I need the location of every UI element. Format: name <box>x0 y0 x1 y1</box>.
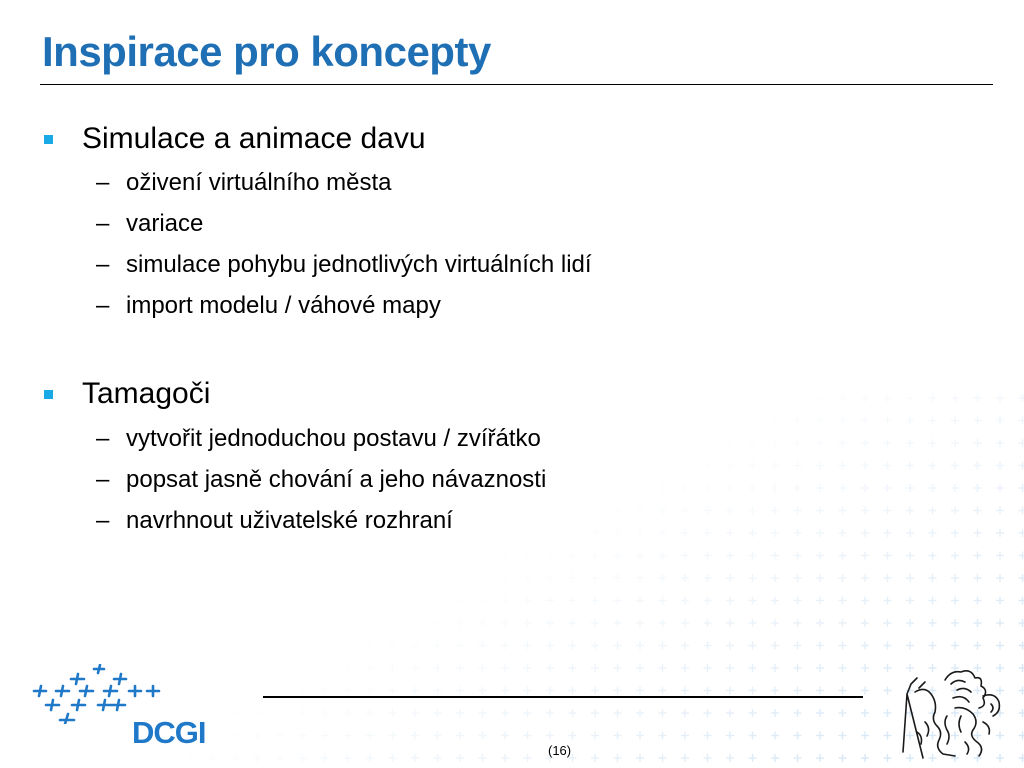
dash-bullet-icon: – <box>96 169 110 196</box>
title-divider <box>40 84 993 85</box>
sub-bullet-item <box>0 251 800 279</box>
square-bullet-icon <box>44 390 53 399</box>
sub-bullet-text: popsat jasně chování a jeho návaznosti <box>126 466 547 493</box>
czech-lion-emblem-icon <box>895 662 1005 760</box>
sub-bullet-text: simulace pohybu jednotlivých virtuálních lidí <box>126 251 592 278</box>
sub-bullet-item <box>0 507 800 535</box>
page-number: (16) <box>548 743 572 758</box>
bullet-heading: Simulace a animace davu <box>82 122 426 155</box>
dcgi-logo <box>28 664 228 754</box>
sub-bullet-item <box>0 210 800 238</box>
sub-bullet-item <box>0 466 800 494</box>
dash-bullet-icon: – <box>96 292 110 319</box>
dash-bullet-icon: – <box>96 466 110 493</box>
sub-bullet-text: navrhnout uživatelské rozhraní <box>126 507 453 534</box>
sub-bullet-text: variace <box>126 210 204 237</box>
sub-bullet-text: oživení virtuálního města <box>126 169 392 196</box>
sub-bullet-item <box>0 169 800 197</box>
bullet-row <box>0 122 800 156</box>
dcgi-logo-text: DCGI <box>132 715 206 750</box>
square-bullet-icon <box>44 135 53 144</box>
dash-bullet-icon: – <box>96 251 110 278</box>
slide-title: Inspirace pro koncepty <box>42 28 491 75</box>
footer-divider <box>263 696 863 698</box>
dash-bullet-icon: – <box>96 507 110 534</box>
sub-bullet-item <box>0 425 800 453</box>
dash-bullet-icon: – <box>96 425 110 452</box>
bullet-row <box>0 377 800 411</box>
bullet-heading: Tamagoči <box>82 377 211 410</box>
dash-bullet-icon: – <box>96 210 110 237</box>
sub-bullet-text: vytvořit jednoduchou postavu / zvířátko <box>126 425 541 452</box>
sub-bullet-item <box>0 292 800 320</box>
sub-bullet-text: import modelu / váhové mapy <box>126 292 441 319</box>
